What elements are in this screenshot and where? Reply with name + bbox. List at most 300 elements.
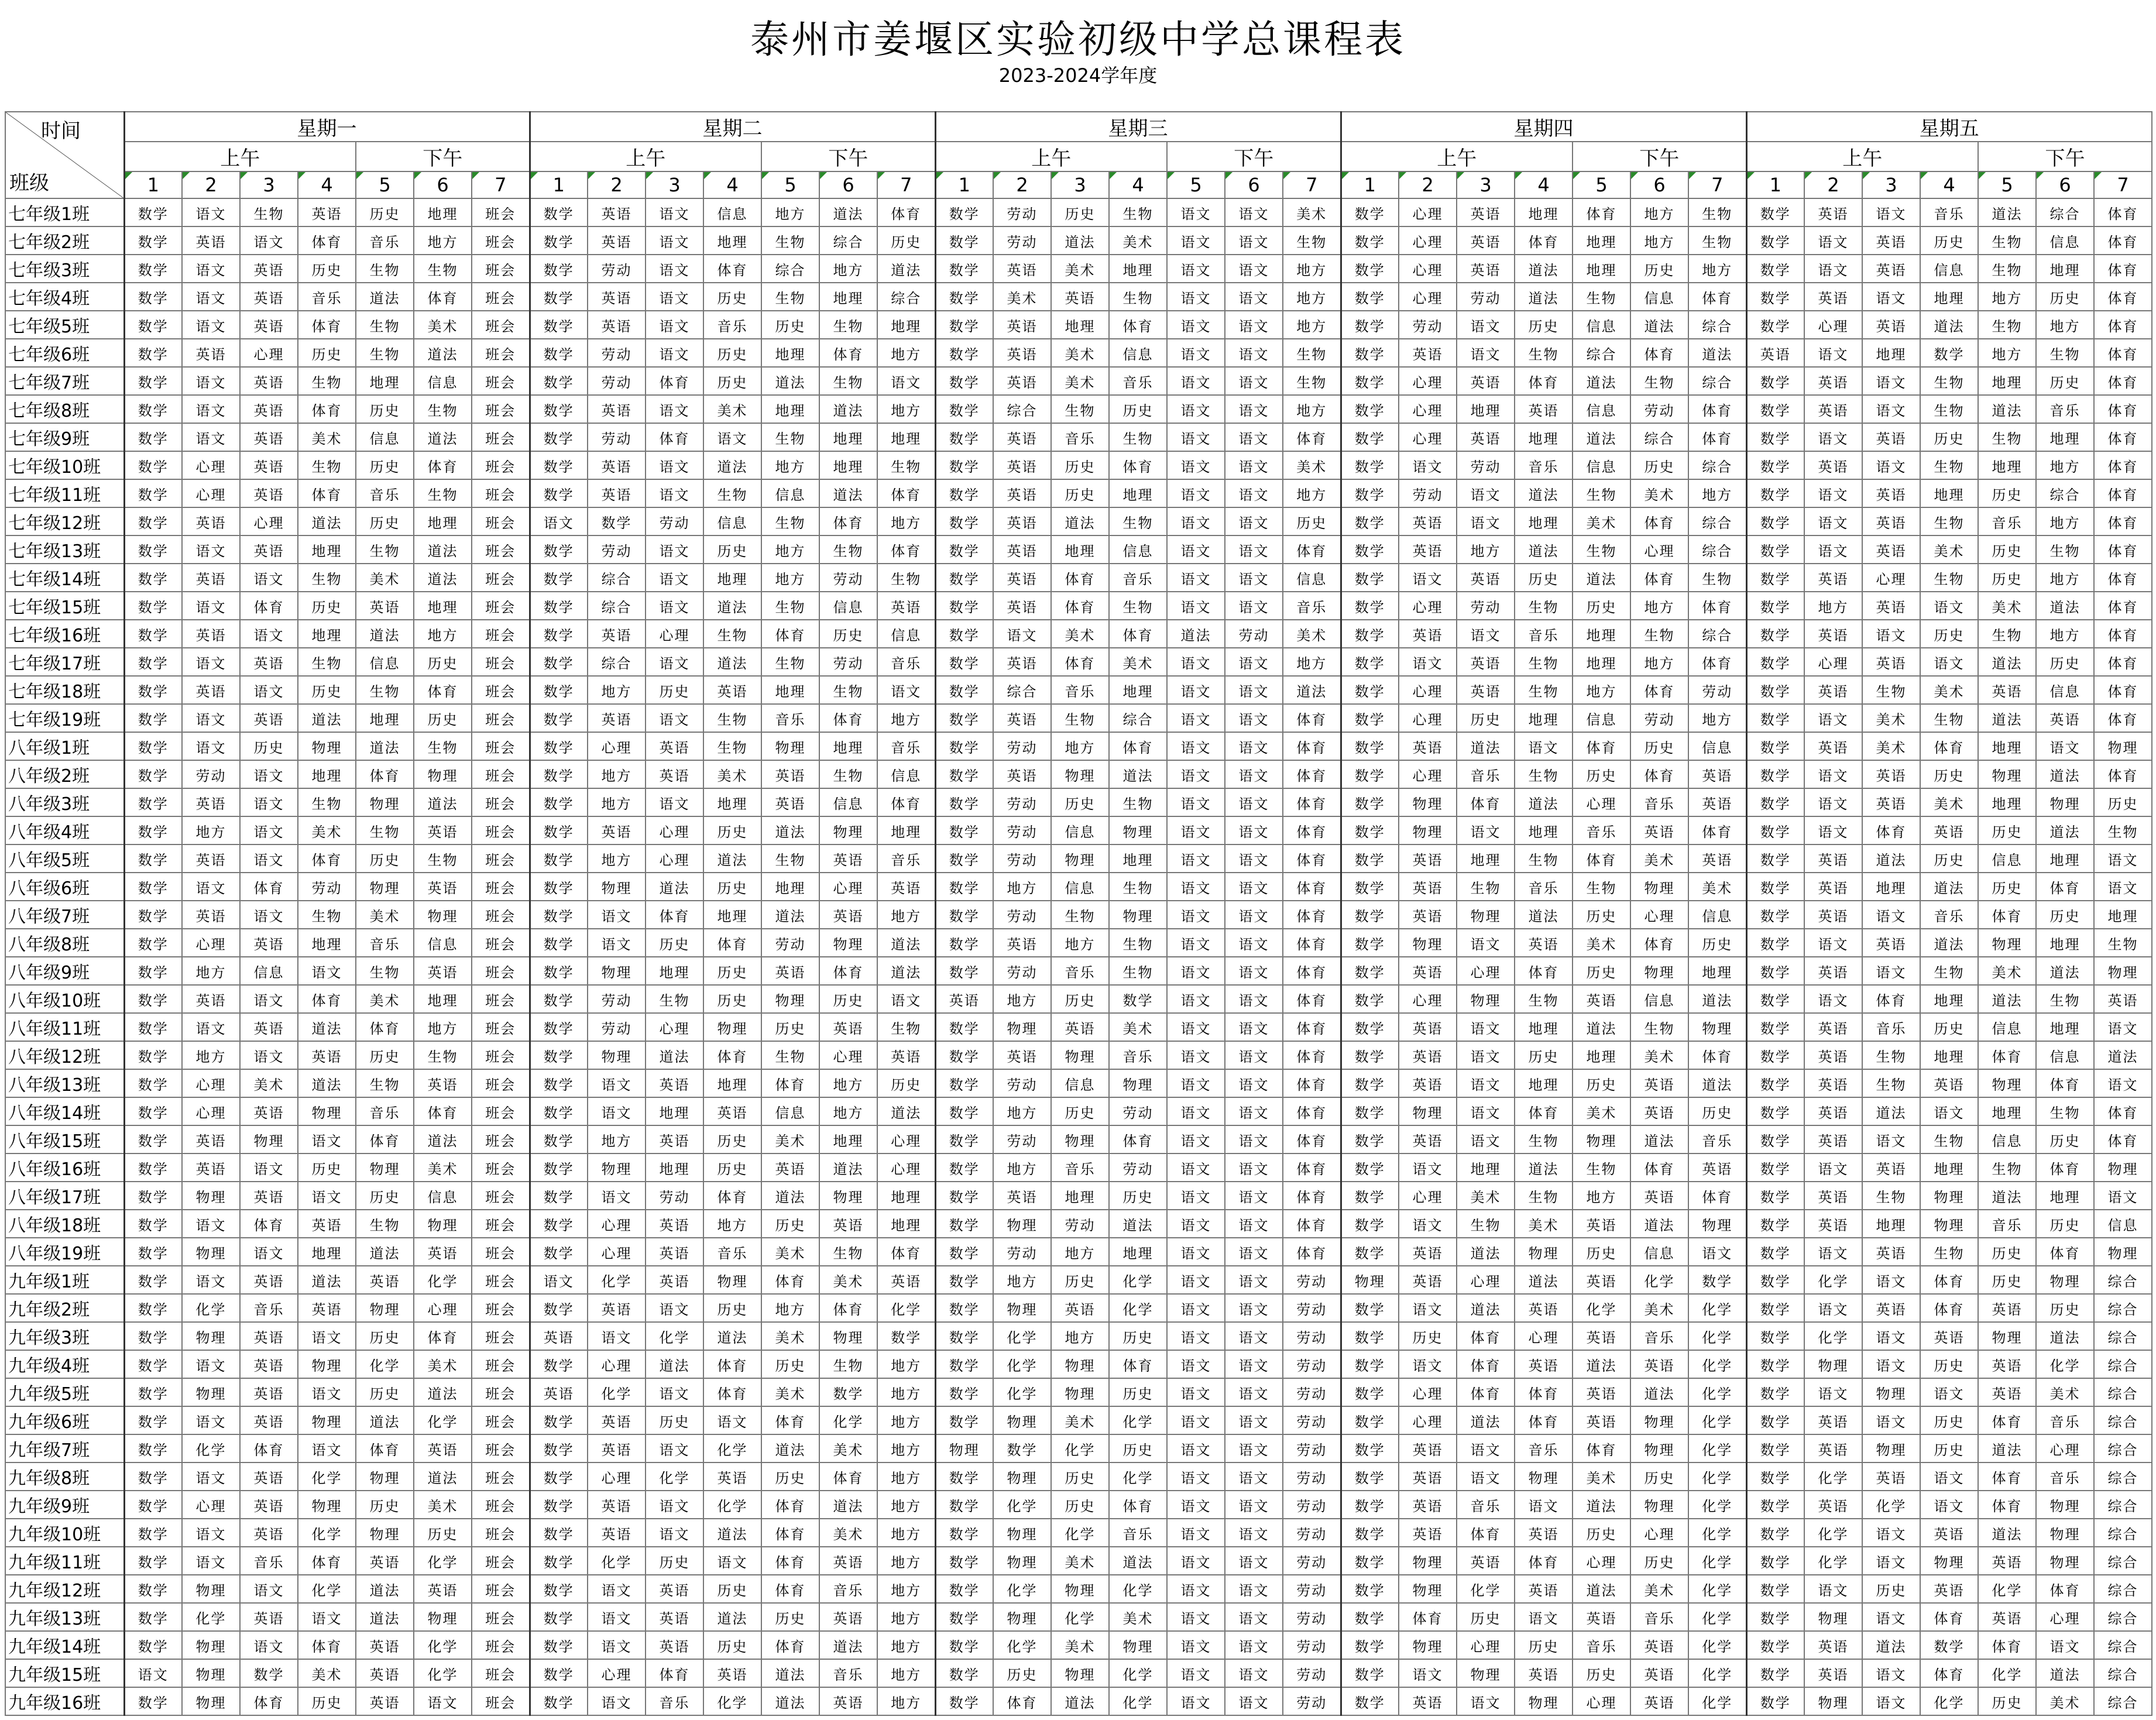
subject-cell: 历史 [703,1631,761,1659]
subject-cell: 地理 [2036,929,2094,957]
subject-cell: 语文 [1225,1575,1283,1603]
subject-cell: 数学 [1341,255,1399,283]
subject-cell: 语文 [1225,1013,1283,1041]
subject-cell: 地方 [182,816,240,844]
subject-cell: 英语 [1862,535,1920,564]
subject-cell: 生物 [1283,367,1341,395]
subject-cell: 英语 [1630,1631,1688,1659]
subject-cell: 数学 [1341,704,1399,732]
period-header: 3 [1862,171,1920,198]
subject-cell: 语文 [1225,1182,1283,1210]
subject-cell: 地理 [877,816,935,844]
subject-cell: 数学 [935,1659,993,1687]
table-row [5,479,2152,507]
subject-cell: 英语 [1862,1238,1920,1266]
subject-cell: 物理 [298,1097,356,1125]
subject-cell: 信息 [761,1097,819,1125]
subject-cell: 英语 [703,1659,761,1687]
subject-cell: 体育 [1457,1378,1515,1406]
title-block [0,0,2156,111]
subject-cell: 语文 [240,620,298,648]
subject-cell: 英语 [414,816,472,844]
subject-cell: 综合 [2094,1687,2152,1715]
subject-cell: 体育 [2094,1125,2152,1153]
subject-cell: 语文 [1225,1631,1283,1659]
subject-cell: 心理 [1573,788,1630,816]
subject-cell: 体育 [1283,816,1341,844]
subject-cell: 体育 [1630,929,1688,957]
subject-cell: 语文 [1862,1125,1920,1153]
subject-cell: 语文 [240,844,298,873]
subject-cell: 数学 [1746,1491,1804,1519]
subject-cell: 班会 [472,676,530,704]
subject-cell: 英语 [182,620,240,648]
subject-cell: 体育 [240,1687,298,1715]
subject-cell: 英语 [1978,1603,2036,1631]
class-name-cell: 八年级3班 [5,788,124,816]
subject-cell: 语文 [1167,873,1225,901]
subject-cell: 数学 [530,1491,588,1519]
subject-cell: 语文 [1920,1462,1978,1491]
subject-cell: 语文 [1167,226,1225,255]
subject-cell: 语文 [588,1687,646,1715]
subject-cell: 数学 [1746,1687,1804,1715]
subject-cell: 英语 [935,985,993,1013]
subject-cell: 地方 [588,844,646,873]
subject-cell: 物理 [1630,873,1688,901]
subject-cell: 语文 [1862,1350,1920,1378]
subject-cell: 历史 [1051,1462,1109,1491]
subject-cell: 历史 [298,339,356,367]
subject-cell: 体育 [1283,1041,1341,1069]
subject-cell: 历史 [1109,395,1167,423]
subject-cell: 体育 [414,451,472,479]
subject-cell: 音乐 [1920,901,1978,929]
period-header: 3 [240,171,298,198]
subject-cell: 道法 [1630,1125,1688,1153]
subject-cell: 历史 [646,929,703,957]
subject-cell: 英语 [703,676,761,704]
subject-cell: 美术 [2036,1378,2094,1406]
subject-cell: 数学 [1341,1294,1399,1322]
subject-cell: 英语 [298,198,356,226]
subject-cell: 地方 [1573,1182,1630,1210]
subject-cell: 语文 [1457,1687,1515,1715]
subject-cell: 生物 [1051,395,1109,423]
subject-cell: 综合 [2094,1266,2152,1294]
subject-cell: 数学 [124,1687,182,1715]
subject-cell: 体育 [2036,1575,2094,1603]
subject-cell: 班会 [472,1687,530,1715]
subject-cell: 音乐 [2036,395,2094,423]
subject-cell: 生物 [877,1013,935,1041]
subject-cell: 历史 [1283,507,1341,535]
subject-cell: 数学 [1746,704,1804,732]
subject-cell: 数学 [1341,367,1399,395]
subject-cell: 数学 [124,844,182,873]
subject-cell: 数学 [124,1350,182,1378]
subject-cell: 道法 [298,1266,356,1294]
subject-cell: 体育 [1515,957,1573,985]
subject-cell: 道法 [819,198,877,226]
subject-cell: 体育 [2094,535,2152,564]
subject-cell: 生物 [298,451,356,479]
subject-cell: 英语 [646,1603,703,1631]
subject-cell: 物理 [993,1603,1051,1631]
subject-cell: 数学 [530,788,588,816]
subject-cell: 数学 [530,198,588,226]
subject-cell: 体育 [414,676,472,704]
subject-cell: 心理 [646,620,703,648]
subject-cell: 地方 [1283,395,1341,423]
subject-cell: 历史 [2036,367,2094,395]
subject-cell: 数学 [530,1294,588,1322]
subject-cell: 综合 [877,283,935,311]
subject-cell: 历史 [703,1153,761,1182]
subject-cell: 英语 [588,283,646,311]
subject-cell: 语文 [1225,1266,1283,1294]
subject-cell: 语文 [182,311,240,339]
subject-cell: 道法 [356,1406,414,1434]
subject-cell: 信息 [1978,844,2036,873]
subject-cell: 美术 [1051,1631,1109,1659]
subject-cell: 历史 [1515,1041,1573,1069]
subject-cell: 历史 [356,395,414,423]
subject-cell: 劳动 [646,1182,703,1210]
subject-cell: 数学 [935,929,993,957]
subject-cell: 道法 [1630,311,1688,339]
subject-cell: 数学 [530,816,588,844]
subject-cell: 历史 [1573,1238,1630,1266]
subject-cell: 美术 [703,395,761,423]
subject-cell: 语文 [240,564,298,592]
subject-cell: 化学 [1688,1462,1746,1491]
subject-cell: 地方 [877,1603,935,1631]
subject-cell: 语文 [1457,929,1515,957]
subject-cell: 历史 [1051,1097,1109,1125]
subject-cell: 历史 [1978,564,2036,592]
subject-cell: 数学 [1341,1013,1399,1041]
subject-cell: 道法 [356,732,414,760]
subject-cell: 语文 [1457,1041,1515,1069]
subject-cell: 英语 [240,1462,298,1491]
subject-cell: 生物 [1051,901,1109,929]
subject-cell: 数学 [530,901,588,929]
subject-cell: 生物 [1920,395,1978,423]
subject-cell: 数学 [935,564,993,592]
subject-cell: 历史 [1051,479,1109,507]
subject-cell: 历史 [1109,1182,1167,1210]
subject-cell: 地方 [877,1434,935,1462]
day-header: 星期二 [530,112,935,142]
subject-cell: 语文 [1167,535,1225,564]
subject-cell: 语文 [1225,648,1283,676]
subject-cell: 英语 [877,1266,935,1294]
class-name-cell: 八年级16班 [5,1153,124,1182]
subject-cell: 英语 [1804,1434,1862,1462]
subject-cell: 地方 [761,564,819,592]
subject-cell: 体育 [819,957,877,985]
subject-cell: 地方 [761,198,819,226]
class-name-cell: 九年级9班 [5,1491,124,1519]
subject-cell: 物理 [1515,1462,1573,1491]
subject-cell: 地方 [1283,255,1341,283]
subject-cell: 历史 [761,311,819,339]
period-header: 1 [935,171,993,198]
subject-cell: 体育 [2094,507,2152,535]
subject-cell: 历史 [1630,451,1688,479]
subject-cell: 道法 [1051,507,1109,535]
subject-cell: 英语 [877,592,935,620]
subject-cell: 体育 [240,592,298,620]
subject-cell: 地理 [1109,1238,1167,1266]
subject-cell: 语文 [1225,1125,1283,1153]
subject-cell: 音乐 [1515,620,1573,648]
subject-cell: 数学 [935,283,993,311]
class-name-cell: 七年级6班 [5,339,124,367]
subject-cell: 化学 [298,1519,356,1547]
subject-cell: 数学 [935,451,993,479]
subject-cell: 体育 [1109,451,1167,479]
subject-cell: 语文 [1804,1238,1862,1266]
subject-cell: 数学 [124,1153,182,1182]
subject-cell: 数学 [124,1294,182,1322]
subject-cell: 语文 [1225,1322,1283,1350]
subject-cell: 历史 [703,1125,761,1153]
subject-cell: 数学 [1746,620,1804,648]
subject-cell: 班会 [472,1266,530,1294]
subject-cell: 数学 [1341,1069,1399,1097]
subject-cell: 英语 [1862,1462,1920,1491]
subject-cell: 地方 [877,1462,935,1491]
subject-cell: 英语 [182,226,240,255]
subject-cell: 英语 [1457,1547,1515,1575]
table-row [5,1182,2152,1210]
subject-cell: 道法 [877,1097,935,1125]
period-header: 5 [356,171,414,198]
subject-cell: 数学 [935,1097,993,1125]
subject-cell: 语文 [1167,451,1225,479]
subject-cell: 班会 [472,816,530,844]
class-name-cell: 九年级8班 [5,1462,124,1491]
subject-cell: 英语 [1804,1125,1862,1153]
subject-cell: 生物 [1920,1238,1978,1266]
subject-cell: 化学 [1109,1575,1167,1603]
session-pm-header: 下午 [356,142,530,171]
subject-cell: 音乐 [240,1547,298,1575]
subject-cell: 信息 [2036,1041,2094,1069]
subject-cell: 英语 [298,1294,356,1322]
subject-cell: 英语 [2036,704,2094,732]
subject-cell: 地方 [1688,255,1746,283]
class-name-cell: 七年级1班 [5,198,124,226]
subject-cell: 生物 [1630,620,1688,648]
subject-cell: 历史 [356,507,414,535]
subject-cell: 道法 [414,535,472,564]
subject-cell: 物理 [298,1491,356,1519]
subject-cell: 语文 [1225,1294,1283,1322]
subject-cell: 地理 [1978,732,2036,760]
subject-cell: 英语 [1978,1547,2036,1575]
subject-cell: 班会 [472,1294,530,1322]
subject-cell: 劳动 [1399,311,1457,339]
subject-cell: 班会 [472,1575,530,1603]
subject-cell: 语文 [1399,1153,1457,1182]
subject-cell: 数学 [530,367,588,395]
subject-cell: 综合 [1688,451,1746,479]
subject-cell: 历史 [1862,1575,1920,1603]
subject-cell: 信息 [1109,339,1167,367]
subject-cell: 体育 [1978,1041,2036,1069]
subject-cell: 道法 [1051,226,1109,255]
subject-cell: 历史 [646,1406,703,1434]
subject-cell: 道法 [877,255,935,283]
class-name-cell: 七年级3班 [5,255,124,283]
subject-cell: 历史 [356,1378,414,1406]
subject-cell: 英语 [993,929,1051,957]
subject-cell: 历史 [356,451,414,479]
subject-cell: 数学 [935,479,993,507]
subject-cell: 体育 [2036,1153,2094,1182]
subject-cell: 道法 [414,339,472,367]
subject-cell: 物理 [298,1406,356,1434]
subject-cell: 生物 [298,788,356,816]
table-row [5,1659,2152,1687]
subject-cell: 地理 [1862,1210,1920,1238]
subject-cell: 语文 [1225,479,1283,507]
class-name-cell: 七年级14班 [5,564,124,592]
subject-cell: 美术 [2036,1687,2094,1715]
subject-cell: 劳动 [588,367,646,395]
subject-cell: 物理 [240,1125,298,1153]
subject-cell: 地方 [1630,226,1688,255]
subject-cell: 道法 [414,1125,472,1153]
day-header: 星期四 [1341,112,1746,142]
subject-cell: 语文 [1225,592,1283,620]
subject-cell: 道法 [761,1182,819,1210]
subject-cell: 英语 [1804,676,1862,704]
subject-cell: 生物 [1688,564,1746,592]
subject-cell: 语文 [240,788,298,816]
subject-cell: 语文 [588,1575,646,1603]
subject-cell: 英语 [240,423,298,451]
subject-cell: 综合 [588,648,646,676]
subject-cell: 英语 [1399,1519,1457,1547]
subject-cell: 体育 [1978,901,2036,929]
subject-cell: 地方 [703,1210,761,1238]
table-row [5,901,2152,929]
subject-cell: 道法 [646,1350,703,1378]
subject-cell: 地理 [761,395,819,423]
subject-cell: 英语 [588,704,646,732]
subject-cell: 语文 [1225,1350,1283,1378]
subject-cell: 数学 [1746,592,1804,620]
subject-cell: 数学 [935,1631,993,1659]
subject-cell: 生物 [1457,1210,1515,1238]
subject-cell: 历史 [414,1519,472,1547]
subject-cell: 心理 [1630,901,1688,929]
subject-cell: 历史 [356,198,414,226]
subject-cell: 地方 [588,676,646,704]
subject-cell: 地理 [1862,873,1920,901]
subject-cell: 生物 [819,1350,877,1378]
subject-cell: 语文 [1225,255,1283,283]
subject-cell: 班会 [472,451,530,479]
subject-cell: 美术 [356,564,414,592]
subject-cell: 数学 [124,1378,182,1406]
subject-cell: 地方 [877,395,935,423]
subject-cell: 数学 [124,507,182,535]
subject-cell: 音乐 [1109,367,1167,395]
subject-cell: 物理 [356,1462,414,1491]
subject-cell: 语文 [1457,311,1515,339]
subject-cell: 语文 [646,1378,703,1406]
subject-cell: 音乐 [356,1097,414,1125]
subject-cell: 体育 [1109,620,1167,648]
subject-cell: 体育 [356,1125,414,1153]
subject-cell: 美术 [1688,873,1746,901]
subject-cell: 数学 [935,1547,993,1575]
subject-cell: 生物 [1920,564,1978,592]
subject-cell: 心理 [646,844,703,873]
subject-cell: 体育 [819,1294,877,1322]
subject-cell: 信息 [1688,901,1746,929]
subject-cell: 体育 [414,1322,472,1350]
subject-cell: 历史 [1573,1069,1630,1097]
subject-cell: 数学 [1746,1350,1804,1378]
subject-cell: 美术 [414,1153,472,1182]
subject-cell: 数学 [530,1153,588,1182]
subject-cell: 英语 [1862,423,1920,451]
table-row [5,676,2152,704]
subject-cell: 英语 [1457,648,1515,676]
class-name-cell: 九年级10班 [5,1519,124,1547]
subject-cell: 生物 [761,283,819,311]
subject-cell: 体育 [2094,479,2152,507]
subject-cell: 信息 [356,423,414,451]
subject-cell: 化学 [1688,1687,1746,1715]
subject-cell: 地理 [1920,479,1978,507]
subject-cell: 语文 [1225,311,1283,339]
subject-cell: 语文 [1225,985,1283,1013]
subject-cell: 英语 [1804,395,1862,423]
subject-cell: 道法 [646,873,703,901]
subject-cell: 心理 [240,507,298,535]
class-name-cell: 八年级7班 [5,901,124,929]
subject-cell: 英语 [1399,873,1457,901]
subject-cell: 化学 [1978,1659,2036,1687]
subject-cell: 综合 [588,564,646,592]
table-row [5,1519,2152,1547]
subject-cell: 道法 [1051,1687,1109,1715]
subject-cell: 体育 [1920,1659,1978,1687]
subject-cell: 心理 [1573,1547,1630,1575]
subject-cell: 数学 [1746,760,1804,788]
class-name-cell: 八年级6班 [5,873,124,901]
period-header: 4 [1515,171,1573,198]
subject-cell: 英语 [414,1069,472,1097]
subject-cell: 英语 [646,1210,703,1238]
subject-cell: 体育 [1283,1238,1341,1266]
subject-cell: 化学 [588,1266,646,1294]
subject-cell: 数学 [1746,564,1804,592]
subject-cell: 地理 [819,451,877,479]
subject-cell: 体育 [2094,395,2152,423]
subject-cell: 体育 [356,1013,414,1041]
subject-cell: 语文 [1167,1687,1225,1715]
subject-cell: 劳动 [1283,1266,1341,1294]
subject-cell: 地方 [877,339,935,367]
